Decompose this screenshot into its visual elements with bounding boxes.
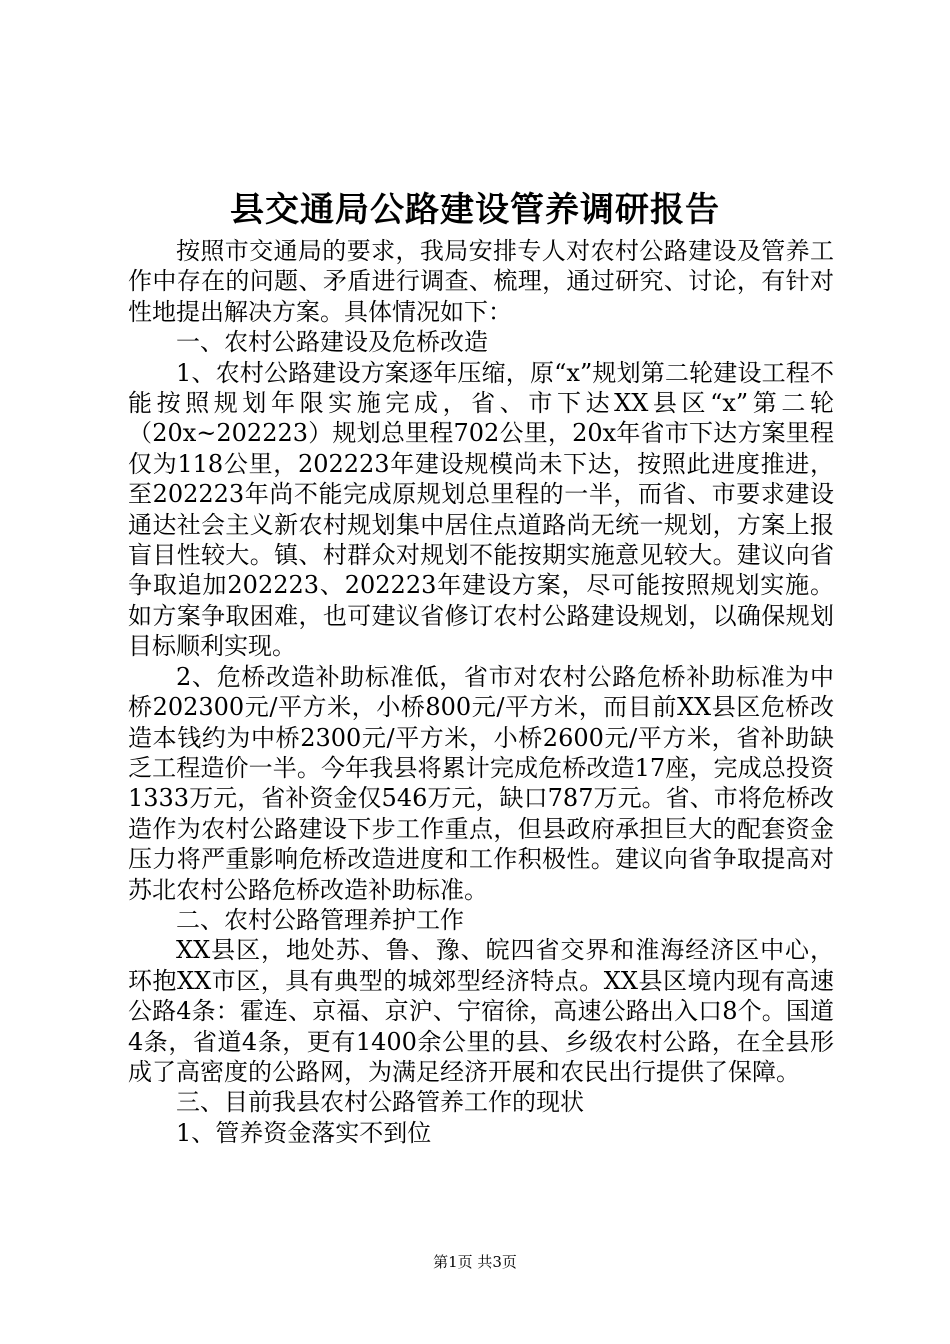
document-body <box>128 236 834 1148</box>
page-number-footer: 第1页 共3页 <box>433 1253 517 1271</box>
page-title: 县交通局公路建设管养调研报告 <box>230 190 720 230</box>
section-heading-3: 三、目前我县农村公路管养工作的现状 <box>176 1088 584 1117</box>
paragraph-item-1: 1、农村公路建设方案逐年压缩，原“x”规划第二轮建设工程不能按照规划年限实施完成，省、市下达XX县区“x”第二轮（20x~202223）规划总里程702公里，20x年省市下达方案里程仅为118公里，202223年建设规模尚未下达，按照此进度推进，至202223年尚不能完成原规划总里程的一半，而省、市要求建设通达社会主义新农村规划集中居住点道路尚无统一规划，方案上报盲目性较大。镇、村群众对规划不能按期实施意见较大。建议向省争取追加202223、202223年建设方案，尽可能按照规划实施。如方案争取困难，也可建议省修订农村公路建设规划，以确保规划目标顺利实现。 <box>128 358 834 661</box>
paragraph-overview: XX县区，地处苏、鲁、豫、皖四省交界和淮海经济区中心，环抱XX市区，具有典型的城郊型经济特点。XX县区境内现有高速公路4条：霍连、京福、京沪、宁宿徐，高速公路出入口8个。国道4条，省道4条，更有1400余公里的县、乡级农村公路，在全县形成了高密度的公路网，为满足经济开展和农民出行提供了保障。 <box>128 936 834 1086</box>
section-heading-1: 一、农村公路建设及危桥改造 <box>176 328 488 357</box>
paragraph-intro: 按照市交通局的要求，我局安排专人对农村公路建设及管养工作中存在的问题、矛盾进行调查、梳理，通过研究、讨论，有针对性地提出解决方案。具体情况如下： <box>128 237 834 326</box>
paragraph-item-2: 2、危桥改造补助标准低，省市对农村公路危桥补助标准为中桥202300元/平方米，小桥800元/平方米，而目前XX县区危桥改造本钱约为中桥2300元/平方米，小桥2600元/平方米，省补助缺乏工程造价一半。今年我县将累计完成危桥改造17座，完成总投资1333万元，省补资金仅546万元，缺口787万元。省、市将危桥改造作为农村公路建设下步工作重点，但县政府承担巨大的配套资金压力将严重影响危桥改造进度和工作积极性。建议向省争取提高对苏北农村公路危桥改造补助标准。 <box>128 662 834 904</box>
section-heading-2: 二、农村公路管理养护工作 <box>176 905 464 934</box>
subheading-item-1: 1、管养资金落实不到位 <box>176 1118 432 1147</box>
